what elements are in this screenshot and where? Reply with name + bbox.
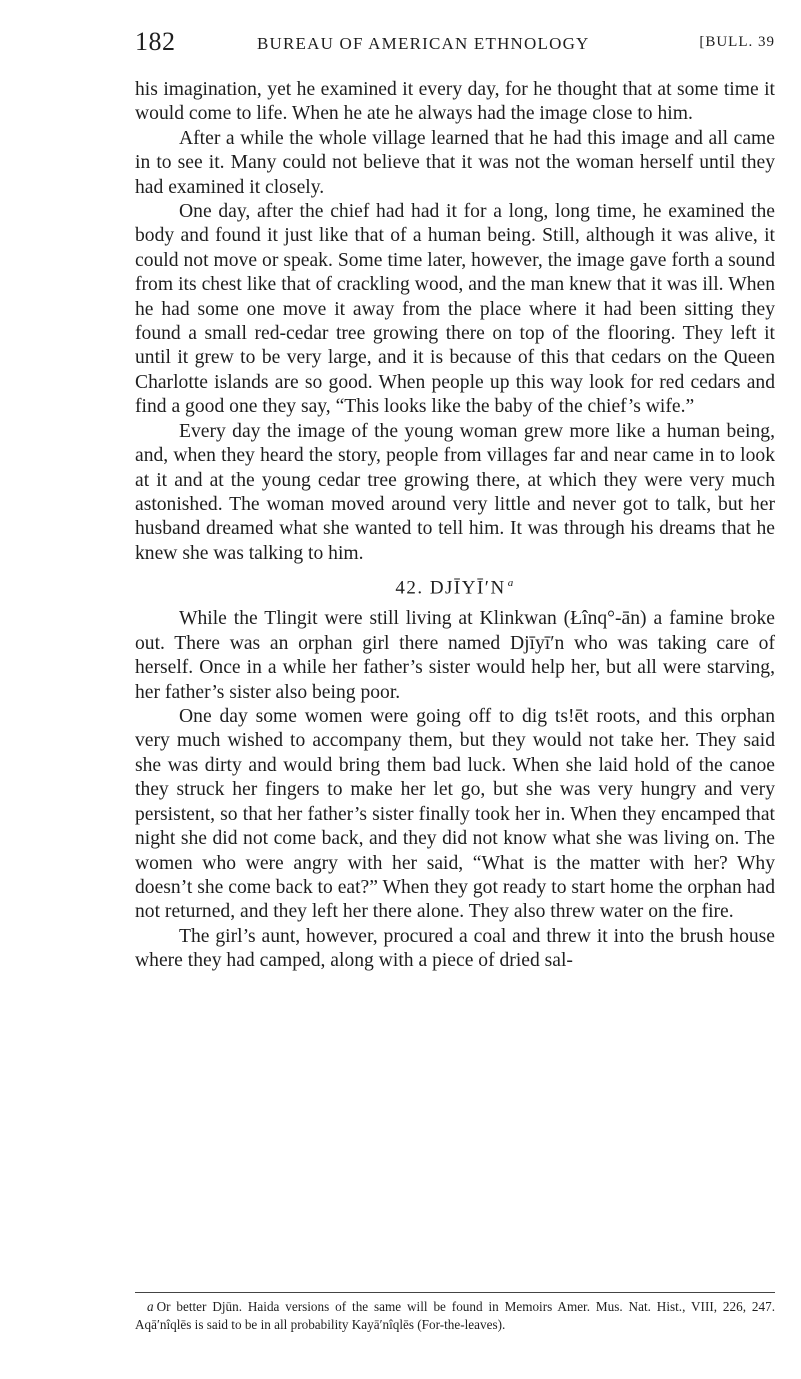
footnote-divider (135, 1292, 775, 1293)
footnote-text: Or better Djūn. Haida versions of the same will be found in Memoirs Amer. Mus. Nat. Hist., VIII, 226, 247. Aqā′nîqlēs is said to be in all probability Kayā′nîqlēs (For-the-leaves). (135, 1299, 775, 1332)
footnote-marker: a (147, 1299, 154, 1314)
paragraph: One day some women were going off to dig ts!ēt roots, and this orphan very much wished to accompany them, but they would not take her. They said she was dirty and would bring them bad luck. When she laid hold of the canoe they struck her fingers to make her let go, but she was very hungry and very persistent, so that her father’s sister finally took her in. When they encamped that night she did not come back, and they did not know what she was living on. The women who were angry with her said, “What is the matter with her? Why doesn’t she come back to eat?” When they got ready to start home the orphan had not returned, and they left her there alone. They also threw water on the fire. (135, 706, 775, 923)
footnote (135, 1298, 775, 1334)
running-head (135, 27, 775, 59)
paragraph: his imagination, yet he examined it every day, for he thought that at some time it would come to life. When he ate he always had the image close to him. (135, 79, 775, 125)
paragraph: Every day the image of the young woman grew more like a human being, and, when they heard the story, people from villages far and near came in to look at it and at the young cedar tree growing there, at which they were very much astonished. The woman moved around very little and never got to talk, but her husband dreamed what she wanted to tell him. It was through his dreams that he knew she was talking to him. (135, 420, 775, 564)
page-number: 182 (135, 27, 176, 56)
paragraph: The girl’s aunt, however, procured a coal and threw it into the brush house where they had camped, along with a piece of dried sal- (135, 925, 775, 972)
section-heading (135, 572, 775, 599)
section-title: 42. DJĪYĪ′N (395, 577, 506, 599)
footnote-reference: a (507, 577, 515, 590)
paragraph: After a while the whole village learned that he had this image and all came in to see it. Many could not believe that it was not the woman herself until they had examined it closely. (135, 127, 775, 198)
paragraph: One day, after the chief had had it for a long, long time, he examined the body and found it just like that of a human being. Still, although it was alive, it could not move or speak. Some time later, however, the image gave forth a sound from its chest like that of crackling wood, and the man knew that it was ill. When he had some one move it away from the place where it had been sitting they found a small red-cedar tree growing there on top of the flooring. They left it until it grew to be very large, and it is because of this that cedars on the Queen Charlotte islands are so good. When people up this way look for red cedars and find a good one they say, “This looks like the baby of the chief’s wife.” (135, 201, 775, 418)
body-text (135, 78, 775, 974)
running-title: BUREAU OF AMERICAN ETHNOLOGY (257, 34, 590, 53)
paragraph: While the Tlingit were still living at Klinkwan (Łînq°-ān) a famine broke out. There was an orphan girl there named Djīyī′n who was taking care of herself. Once in a while her father’s sister would help her, but all were starving, her father’s sister also being poor. (135, 608, 775, 703)
bulletin-reference: [BULL. 39 (699, 34, 775, 50)
